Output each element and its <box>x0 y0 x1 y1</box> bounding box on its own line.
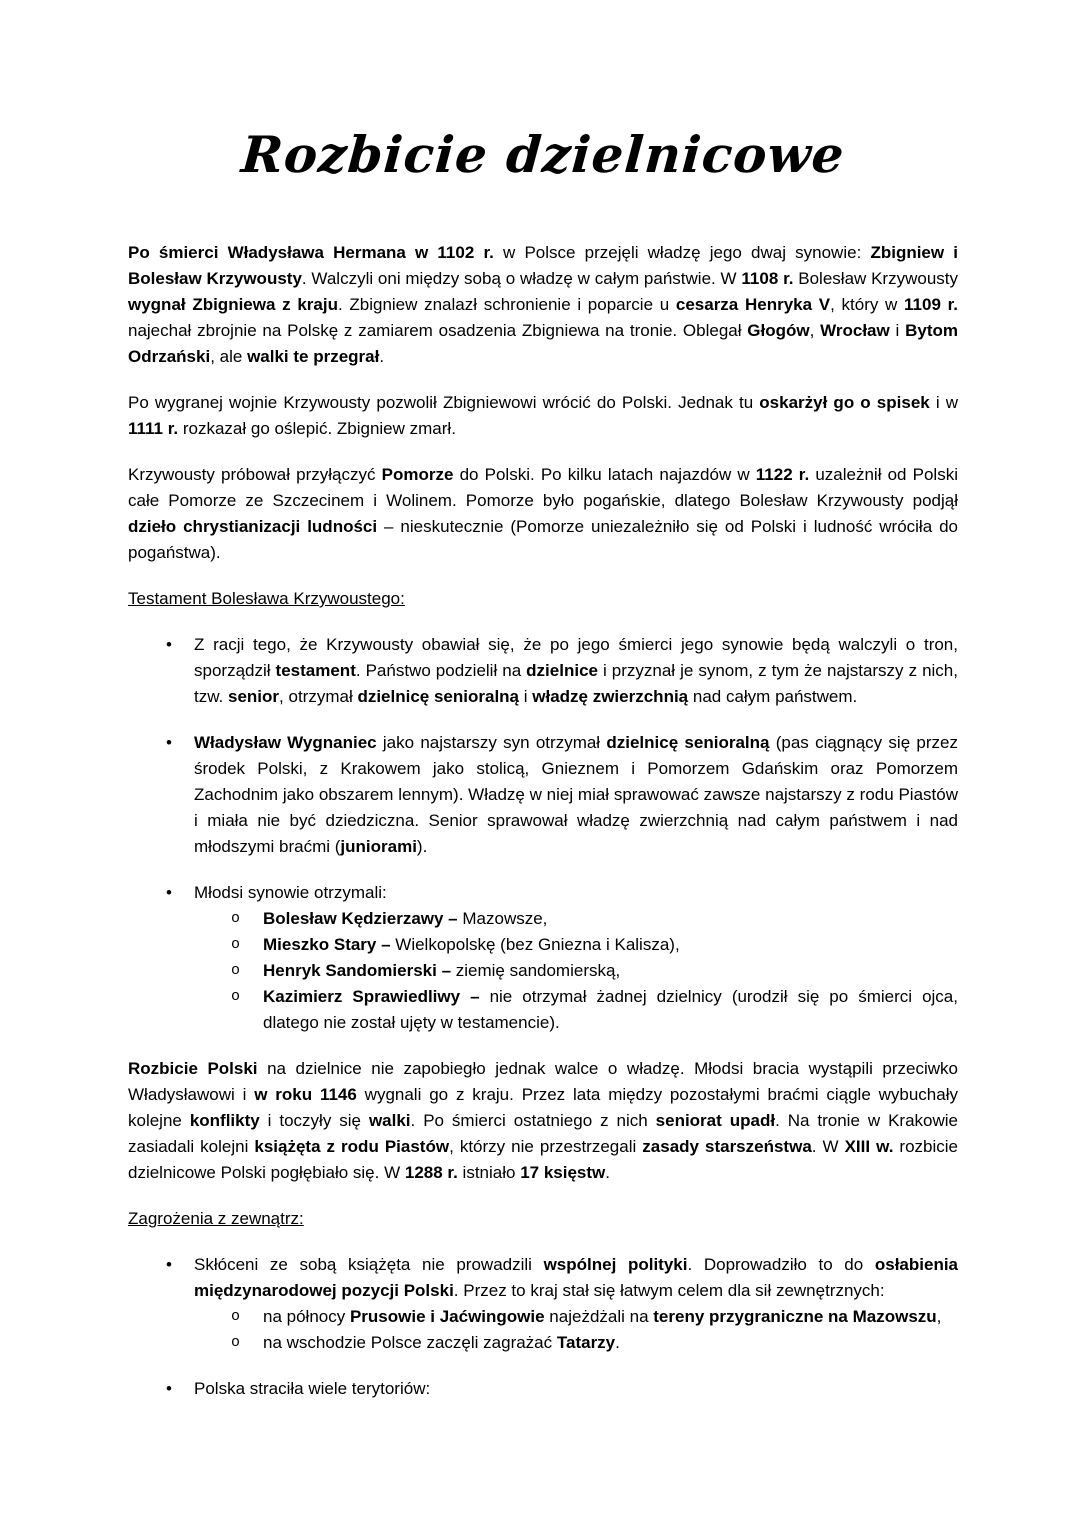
body-text: i w <box>929 393 959 412</box>
body-text: . <box>615 1333 620 1352</box>
body-text: , otrzymał <box>279 687 358 706</box>
bullet-text <box>194 730 958 860</box>
bullet-block <box>128 880 958 1036</box>
bullet-text <box>263 1304 958 1330</box>
disc-bullet-icon: • <box>166 1255 172 1274</box>
bold-text: wygnał Zbigniewa z kraju <box>128 295 338 314</box>
bold-text: konflikty <box>189 1111 260 1130</box>
bold-text: Pomorze <box>381 465 454 484</box>
bold-text: 1122 r. <box>755 465 810 484</box>
bold-text: testament <box>275 661 356 680</box>
bold-text: Władysław Wygnaniec <box>194 733 377 752</box>
circle-bullet-icon: o <box>231 1334 241 1351</box>
body-text: na wschodzie Polsce zaczęli zagrażać <box>263 1333 557 1352</box>
bullet-item <box>128 632 958 710</box>
bullet-item <box>128 1252 958 1304</box>
bullet-block <box>128 730 958 860</box>
body-text: Wielkopolskę (bez Gniezna i Kalisza), <box>395 935 680 954</box>
bold-text: 1111 r. <box>128 419 179 438</box>
body-text: Z racji tego, że Krzywousty obawiał się, że po jego śmierci jego synowie będą walczyli o tron, sporządził <box>194 635 958 680</box>
body-text: , którzy nie przestrzegali <box>449 1137 643 1156</box>
paragraph <box>128 240 958 370</box>
bold-text: senior <box>228 687 280 706</box>
body-text: Skłóceni ze sobą książęta nie prowadzili <box>194 1255 544 1274</box>
circle-bullet-icon: o <box>231 962 241 979</box>
body-text: . Państwo podzielił na <box>355 661 527 680</box>
sub-bullet-item <box>128 958 958 984</box>
body-text: Krzywousty próbował przyłączyć <box>128 465 382 484</box>
sub-bullet-item <box>128 906 958 932</box>
bold-text: dzielnicę senioralną <box>357 687 520 706</box>
disc-bullet-icon: • <box>166 1379 172 1398</box>
body-text: Polska straciła wiele terytoriów: <box>194 1379 431 1398</box>
body-text: . Walczyli oni między sobą o władzę w całym państwie. W <box>301 269 742 288</box>
bold-text: seniorat upadł <box>655 1111 776 1130</box>
bold-text: zasady starszeństwa <box>642 1137 812 1156</box>
body-text: jako najstarszy syn otrzymał <box>376 733 607 752</box>
body-text: – nieskutecznie (Pomorze uniezależniło się od Polski i ludność wróciła do pogaństwa). <box>128 517 958 562</box>
body-text: i <box>889 321 906 340</box>
body-text: rozbicie dzielnicowe Polski pogłębiało się. W <box>128 1137 959 1182</box>
sub-bullet-item <box>128 1304 958 1330</box>
bullet-text <box>194 1376 958 1402</box>
body-text: . <box>605 1163 610 1182</box>
bold-text: Głogów <box>747 321 810 340</box>
bold-text: Henryk Sandomierski – <box>263 961 456 980</box>
body-text: , <box>936 1307 942 1326</box>
circle-bullet-icon: o <box>231 910 241 927</box>
bold-text: cesarza Henryka V <box>675 295 831 314</box>
bullet-text <box>263 932 958 958</box>
paragraph <box>128 390 958 442</box>
bold-text: Po śmierci Władysława Hermana w 1102 r. <box>128 243 494 262</box>
body-text: i przyznał je synom, z tym że najstarszy z nich, tzw. <box>194 661 958 706</box>
body-text: do Polski. Po kilku latach najazdów w <box>453 465 756 484</box>
bold-text: XIII w. <box>844 1137 894 1156</box>
body-text: Bolesław Krzywousty <box>793 269 959 288</box>
body-text: nad całym państwem. <box>688 687 858 706</box>
body-text: i toczyły się <box>259 1111 369 1130</box>
bullet-text <box>263 984 958 1036</box>
bold-text: 1108 r. <box>741 269 794 288</box>
bullet-text <box>263 958 958 984</box>
body-text: (pas ciągnący się przez środek Polski, z Krakowem jako stolicą, Gnieznem i Pomorzem Gdańskim oraz Pomorzem Zachodnim jako obszarem lennym). Władzę w niej miał sprawować zawsze najstarszy z rodu Piastów i miała nie być dziedziczna. Senior sprawował władzę zwierzchnią nad całym państwem i nad młodszymi braćmi ( <box>194 733 958 856</box>
circle-bullet-icon: o <box>231 936 241 953</box>
bold-text: Rozbicie Polski <box>128 1059 258 1078</box>
paragraph <box>128 1056 958 1186</box>
bold-text: 1109 r. <box>904 295 958 314</box>
bullet-text <box>194 880 958 906</box>
bold-text: Bytom Odrzański <box>128 321 958 366</box>
section-heading <box>128 586 958 612</box>
bold-text: osłabienia międzynarodowej pozycji Polski <box>194 1255 958 1300</box>
bold-text: książęta z rodu Piastów <box>254 1137 450 1156</box>
bold-text: władzę zwierzchnią <box>532 687 689 706</box>
bold-text: Kazimierz Sprawiedliwy – <box>263 987 490 1006</box>
bullet-item <box>128 730 958 860</box>
body-text: . W <box>811 1137 845 1156</box>
bold-text: dzieło chrystianizacji ludności <box>128 517 378 536</box>
bold-text: juniorami <box>340 837 417 856</box>
bullet-text <box>194 1252 958 1304</box>
body-text: . Zbigniew znalazł schronienie i poparcie u <box>337 295 676 314</box>
body-text: istniało <box>457 1163 521 1182</box>
bold-text: Bolesław Kędzierzawy – <box>263 909 463 928</box>
bold-text: Mieszko Stary – <box>263 935 396 954</box>
sub-bullet-item <box>128 932 958 958</box>
body-text: wygnali go z kraju. Przez lata między pozostałymi braćmi ciągle wybuchały kolejne <box>128 1085 958 1130</box>
bold-text: Wrocław <box>820 321 890 340</box>
bold-text: walki <box>368 1111 411 1130</box>
bullet-block <box>128 632 958 710</box>
sub-bullet-item <box>128 984 958 1036</box>
circle-bullet-icon: o <box>231 988 241 1005</box>
sub-bullet-item <box>128 1330 958 1356</box>
bullet-text <box>263 1330 958 1356</box>
bullet-text <box>263 906 958 932</box>
bullet-item <box>128 880 958 906</box>
body-text: i <box>519 687 533 706</box>
bold-text: 17 księstw <box>520 1163 606 1182</box>
bold-text: Prusowie i Jaćwingowie <box>349 1307 545 1326</box>
body-text: rozkazał go oślepić. Zbigniew zmarł. <box>178 419 456 438</box>
body-text: ). <box>416 837 428 856</box>
bold-text: dzielnice <box>526 661 598 680</box>
body-text: . Doprowadziło to do <box>687 1255 875 1274</box>
body-text: . Po śmierci ostatniego z nich <box>410 1111 656 1130</box>
bold-text: walki te przegrał <box>247 347 380 366</box>
bold-text: w roku 1146 <box>254 1085 357 1104</box>
body-text: , <box>809 321 821 340</box>
bullet-text <box>194 632 958 710</box>
bold-text: Tatarzy <box>556 1333 616 1352</box>
body-text: . <box>379 347 385 366</box>
bullet-item <box>128 1376 958 1402</box>
body-text: na dzielnice nie zapobiegło jednak walce o władzę. Młodsi bracia wystąpili przeciwko Władysławowi i <box>128 1059 958 1104</box>
document-title: Rozbicie dzielnicowe <box>239 125 847 184</box>
bold-text: 1288 r. <box>404 1163 458 1182</box>
body-text: , ale <box>210 347 248 366</box>
bold-text: Zbigniew i Bolesław Krzywousty <box>128 243 958 288</box>
body-text: . Na tronie w Krakowie zasiadali kolejni <box>128 1111 958 1156</box>
section-heading-text: Zagrożenia z zewnątrz: <box>128 1209 304 1228</box>
bullet-block <box>128 1252 958 1356</box>
bold-text: oskarżył go o spisek <box>759 393 930 412</box>
body-text: uzależnił od Polski całe Pomorze ze Szczecinem i Wolinem. Pomorze było pogańskie, dlatego Bolesław Krzywousty podjął <box>128 465 958 510</box>
bold-text: tereny przygraniczne na Mazowszu <box>653 1307 937 1326</box>
disc-bullet-icon: • <box>166 883 172 902</box>
disc-bullet-icon: • <box>166 635 172 654</box>
body-text: najeżdżali na <box>544 1307 654 1326</box>
body-text: Mazowsze, <box>462 909 548 928</box>
section-heading-text: Testament Bolesława Krzywoustego: <box>128 589 405 608</box>
body-text: . Przez to kraj stał się łatwym celem dla sił zewnętrznych: <box>453 1281 885 1300</box>
bold-text: wspólnej polityki <box>543 1255 688 1274</box>
body-text: Młodsi synowie otrzymali: <box>194 883 387 902</box>
disc-bullet-icon: • <box>166 733 172 752</box>
section-heading <box>128 1206 958 1232</box>
circle-bullet-icon: o <box>231 1308 241 1325</box>
body-text: , który w <box>830 295 905 314</box>
body-text: na północy <box>263 1307 350 1326</box>
body-text: w Polsce przejęli władzę jego dwaj synowie: <box>493 243 871 262</box>
bold-text: dzielnicę senioralną <box>606 733 770 752</box>
body-text: najechał zbrojnie na Polskę z zamiarem osadzenia Zbigniewa na tronie. Oblegał <box>128 321 748 340</box>
body-text: ziemię sandomierską, <box>455 961 621 980</box>
bullet-block <box>128 1376 958 1402</box>
paragraph <box>128 462 958 566</box>
body-text: Po wygranej wojnie Krzywousty pozwolił Zbigniewowi wrócić do Polski. Jednak tu <box>128 393 760 412</box>
document-content <box>128 124 958 1402</box>
body-text: nie otrzymał żadnej dzielnicy (urodził się po śmierci ojca, dlatego nie został ujęty w testamencie). <box>263 987 958 1032</box>
